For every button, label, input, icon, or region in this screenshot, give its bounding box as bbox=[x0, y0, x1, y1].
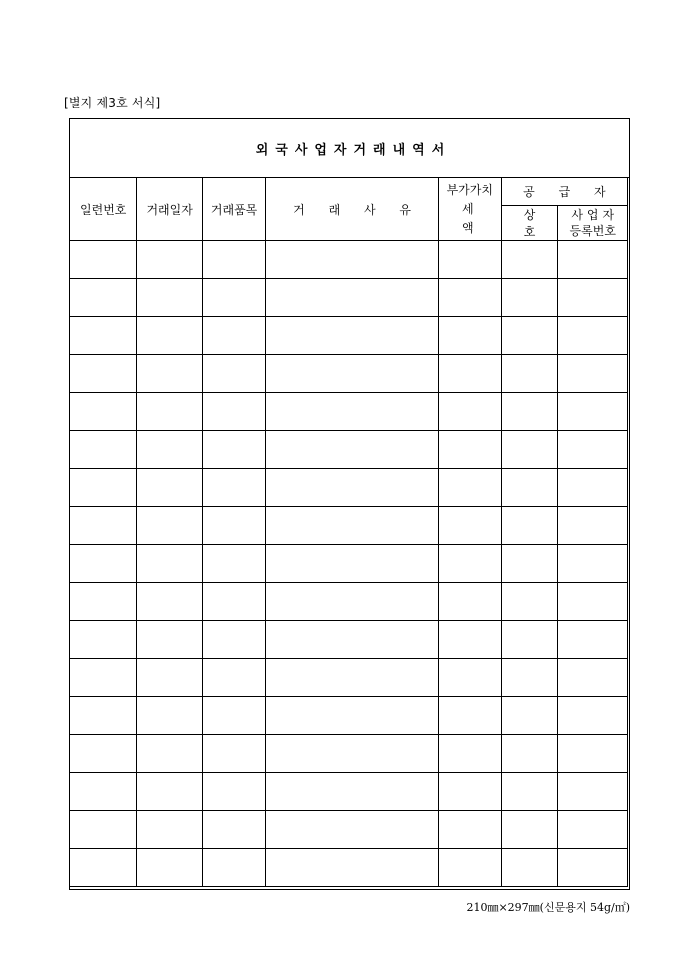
table-cell[interactable] bbox=[70, 583, 137, 621]
header-business-reg-no bbox=[558, 206, 628, 241]
table-cell[interactable] bbox=[202, 507, 265, 545]
table-cell[interactable] bbox=[266, 469, 439, 507]
table-cell[interactable] bbox=[266, 431, 439, 469]
form-title: 외국사업자거래내역서 bbox=[255, 142, 452, 158]
table-cell[interactable] bbox=[137, 355, 202, 393]
table-row bbox=[70, 659, 628, 697]
table-row bbox=[70, 355, 628, 393]
table-cell[interactable] bbox=[266, 507, 439, 545]
table-cell[interactable] bbox=[438, 279, 501, 317]
table-cell[interactable] bbox=[558, 431, 628, 469]
table-cell[interactable] bbox=[558, 355, 628, 393]
transaction-table bbox=[69, 177, 628, 887]
table-cell[interactable] bbox=[501, 545, 558, 583]
table-cell[interactable] bbox=[70, 545, 137, 583]
table-cell[interactable] bbox=[501, 849, 558, 887]
table-cell[interactable] bbox=[501, 279, 558, 317]
table-cell[interactable] bbox=[501, 583, 558, 621]
header-trade-date: 거래일자 bbox=[137, 178, 202, 241]
table-cell[interactable] bbox=[558, 393, 628, 431]
table-cell[interactable] bbox=[137, 507, 202, 545]
form-number-label: [별지 제3호 서식] bbox=[64, 96, 161, 110]
table-cell[interactable] bbox=[202, 659, 265, 697]
table-cell[interactable] bbox=[202, 583, 265, 621]
table-cell[interactable] bbox=[501, 507, 558, 545]
table-cell[interactable] bbox=[70, 317, 137, 355]
header-vat-amount bbox=[438, 178, 501, 241]
table-cell[interactable] bbox=[266, 393, 439, 431]
table-cell[interactable] bbox=[266, 773, 439, 811]
table-cell[interactable] bbox=[70, 469, 137, 507]
table-cell[interactable] bbox=[501, 621, 558, 659]
table-cell[interactable] bbox=[202, 241, 265, 279]
table-row bbox=[70, 279, 628, 317]
table-row bbox=[70, 583, 628, 621]
table-row bbox=[70, 849, 628, 887]
table-cell[interactable] bbox=[70, 279, 137, 317]
table-cell[interactable] bbox=[70, 621, 137, 659]
table-cell[interactable] bbox=[70, 773, 137, 811]
table-cell[interactable] bbox=[137, 393, 202, 431]
table-cell[interactable] bbox=[266, 279, 439, 317]
table-row bbox=[70, 697, 628, 735]
table-cell[interactable] bbox=[70, 393, 137, 431]
table-cell[interactable] bbox=[558, 241, 628, 279]
table-cell[interactable] bbox=[266, 317, 439, 355]
table-cell[interactable] bbox=[438, 583, 501, 621]
table-cell[interactable] bbox=[266, 849, 439, 887]
table-cell[interactable] bbox=[137, 659, 202, 697]
table-cell[interactable] bbox=[266, 735, 439, 773]
table-row bbox=[70, 621, 628, 659]
table-cell[interactable] bbox=[438, 469, 501, 507]
table-cell[interactable] bbox=[137, 431, 202, 469]
table-cell[interactable] bbox=[438, 317, 501, 355]
table-cell[interactable] bbox=[501, 393, 558, 431]
table-cell[interactable] bbox=[202, 811, 265, 849]
header-vat-line2: 세액 bbox=[461, 201, 496, 235]
table-row bbox=[70, 811, 628, 849]
table-row bbox=[70, 317, 628, 355]
table-cell[interactable] bbox=[558, 545, 628, 583]
table-cell[interactable] bbox=[438, 659, 501, 697]
table-cell[interactable] bbox=[501, 431, 558, 469]
transaction-form bbox=[69, 118, 630, 890]
table-cell[interactable] bbox=[438, 849, 501, 887]
table-cell[interactable] bbox=[438, 545, 501, 583]
table-cell[interactable] bbox=[266, 621, 439, 659]
table-cell[interactable] bbox=[70, 431, 137, 469]
header-trade-item: 거래품목 bbox=[202, 178, 265, 241]
table-cell[interactable] bbox=[558, 697, 628, 735]
table-cell[interactable] bbox=[137, 469, 202, 507]
table-cell[interactable] bbox=[137, 545, 202, 583]
table-cell[interactable] bbox=[137, 621, 202, 659]
table-row bbox=[70, 773, 628, 811]
table-cell[interactable] bbox=[501, 659, 558, 697]
table-body bbox=[70, 241, 628, 887]
table-cell[interactable] bbox=[558, 773, 628, 811]
table-row bbox=[70, 241, 628, 279]
table-cell[interactable] bbox=[266, 583, 439, 621]
table-cell[interactable] bbox=[137, 317, 202, 355]
table-cell[interactable] bbox=[70, 355, 137, 393]
header-bizno-line2: 등록번호 bbox=[569, 224, 616, 238]
table-cell[interactable] bbox=[202, 431, 265, 469]
table-row bbox=[70, 545, 628, 583]
table-cell[interactable] bbox=[202, 279, 265, 317]
table-cell[interactable] bbox=[137, 583, 202, 621]
table-cell[interactable] bbox=[501, 241, 558, 279]
table-cell[interactable] bbox=[501, 773, 558, 811]
table-cell[interactable] bbox=[438, 773, 501, 811]
table-cell[interactable] bbox=[501, 735, 558, 773]
table-cell[interactable] bbox=[70, 241, 137, 279]
table-cell[interactable] bbox=[266, 697, 439, 735]
table-cell[interactable] bbox=[202, 545, 265, 583]
table-cell[interactable] bbox=[70, 849, 137, 887]
header-vat-line1: 부가가치 bbox=[446, 182, 493, 197]
table-cell[interactable] bbox=[266, 811, 439, 849]
table-cell[interactable] bbox=[202, 469, 265, 507]
table-cell[interactable] bbox=[137, 849, 202, 887]
table-cell[interactable] bbox=[202, 849, 265, 887]
table-cell[interactable] bbox=[558, 621, 628, 659]
table-row bbox=[70, 431, 628, 469]
form-title-row bbox=[70, 119, 629, 178]
table-cell[interactable] bbox=[501, 355, 558, 393]
table-row bbox=[70, 735, 628, 773]
header-serial-no: 일련번호 bbox=[70, 178, 137, 241]
table-cell[interactable] bbox=[70, 659, 137, 697]
table-cell[interactable] bbox=[558, 811, 628, 849]
table-cell[interactable] bbox=[558, 317, 628, 355]
table-cell[interactable] bbox=[438, 811, 501, 849]
table-cell[interactable] bbox=[266, 659, 439, 697]
table-cell[interactable] bbox=[137, 811, 202, 849]
table-cell[interactable] bbox=[202, 317, 265, 355]
table-cell[interactable] bbox=[202, 773, 265, 811]
header-trade-name: 상 호 bbox=[501, 206, 558, 241]
table-row bbox=[70, 507, 628, 545]
table-cell[interactable] bbox=[438, 393, 501, 431]
table-cell[interactable] bbox=[266, 355, 439, 393]
table-cell[interactable] bbox=[202, 393, 265, 431]
table-cell[interactable] bbox=[558, 659, 628, 697]
table-cell[interactable] bbox=[501, 317, 558, 355]
table-cell[interactable] bbox=[438, 621, 501, 659]
table-cell[interactable] bbox=[438, 431, 501, 469]
table-cell[interactable] bbox=[558, 469, 628, 507]
table-cell[interactable] bbox=[137, 735, 202, 773]
header-bizno-line1: 사업자 bbox=[571, 208, 619, 222]
table-cell[interactable] bbox=[438, 241, 501, 279]
table-cell[interactable] bbox=[266, 545, 439, 583]
table-cell[interactable] bbox=[202, 735, 265, 773]
table-cell[interactable] bbox=[501, 811, 558, 849]
table-cell[interactable] bbox=[501, 697, 558, 735]
table-cell[interactable] bbox=[202, 697, 265, 735]
table-cell[interactable] bbox=[70, 811, 137, 849]
table-cell[interactable] bbox=[137, 279, 202, 317]
table-cell[interactable] bbox=[202, 621, 265, 659]
table-cell[interactable] bbox=[558, 849, 628, 887]
table-cell[interactable] bbox=[70, 507, 137, 545]
header-supplier: 공 급 자 bbox=[501, 178, 627, 206]
table-cell[interactable] bbox=[137, 773, 202, 811]
table-cell[interactable] bbox=[438, 507, 501, 545]
table-cell[interactable] bbox=[438, 735, 501, 773]
table-cell[interactable] bbox=[137, 241, 202, 279]
header-trade-reason: 거 래 사 유 bbox=[266, 178, 439, 241]
table-cell[interactable] bbox=[558, 279, 628, 317]
table-cell[interactable] bbox=[438, 355, 501, 393]
paper-size-note: 210㎜×297㎜(신문용지 54g/㎡) bbox=[466, 901, 630, 914]
table-cell[interactable] bbox=[70, 735, 137, 773]
table-cell[interactable] bbox=[70, 697, 137, 735]
table-cell[interactable] bbox=[558, 583, 628, 621]
table-cell[interactable] bbox=[501, 469, 558, 507]
table-cell[interactable] bbox=[266, 241, 439, 279]
table-row bbox=[70, 393, 628, 431]
table-cell[interactable] bbox=[137, 697, 202, 735]
table-cell[interactable] bbox=[558, 735, 628, 773]
table-row bbox=[70, 469, 628, 507]
table-cell[interactable] bbox=[438, 697, 501, 735]
table-cell[interactable] bbox=[202, 355, 265, 393]
table-cell[interactable] bbox=[558, 507, 628, 545]
